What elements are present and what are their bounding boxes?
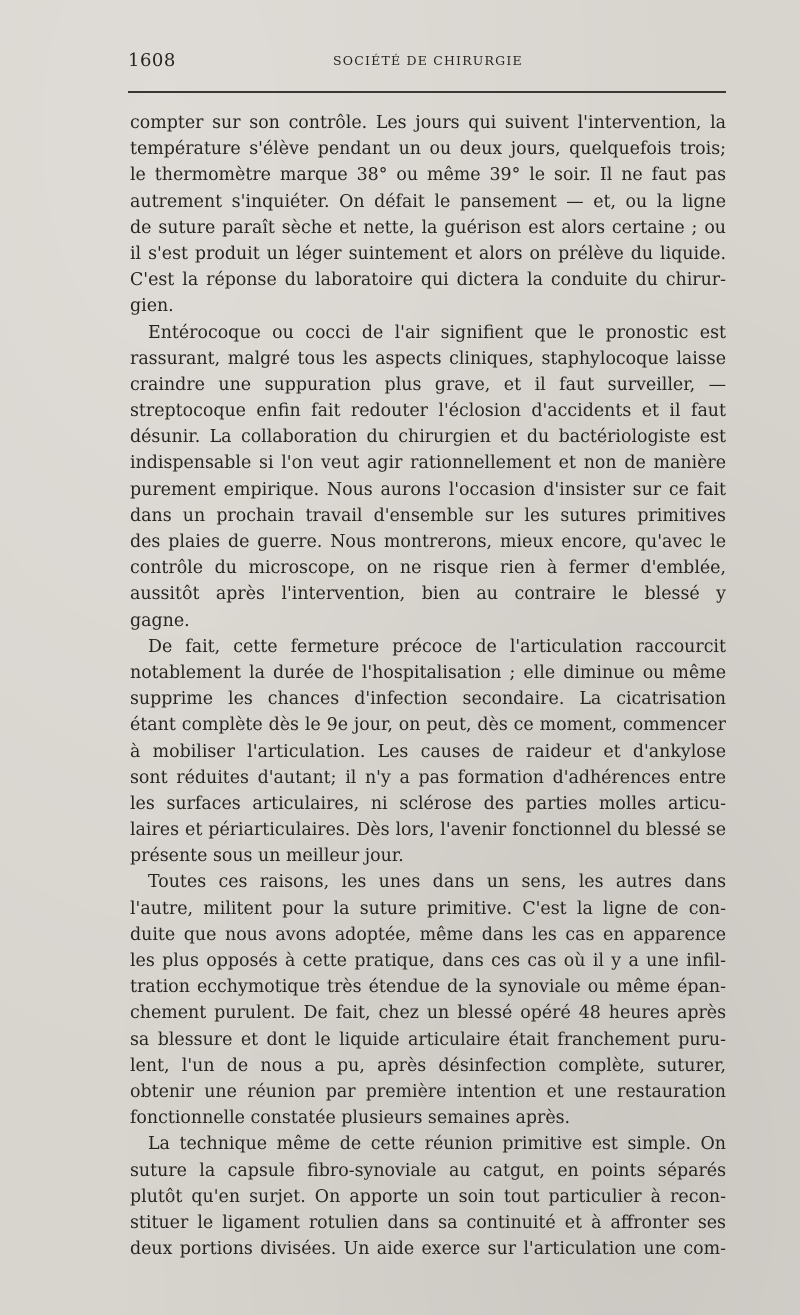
text-line: duite que nous avons adoptée, même dans les cas en apparence	[130, 924, 726, 945]
text-line: purement empirique. Nous aurons l'occasion d'insister sur ce fait	[130, 479, 726, 500]
text-line: C'est la réponse du laboratoire qui dictera la conduite du chirur-	[130, 270, 726, 291]
text-line: supprime les chances d'infection secondaire. La cicatrisation	[130, 689, 726, 710]
text-line: stituer le ligament rotulien dans sa continuité et à affronter ses	[130, 1212, 726, 1233]
page-header	[128, 50, 726, 74]
text-line: les plus opposés à cette pratique, dans ces cas où il y a une infil-	[130, 951, 726, 971]
header-rule	[128, 91, 726, 93]
text-line: présente sous un meilleur jour.	[130, 846, 404, 867]
text-line: streptocoque enfin fait redouter l'éclosion d'accidents et il faut	[130, 401, 726, 422]
text-line: lent, l'un de nous a pu, après désinfection complète, suturer,	[130, 1055, 726, 1076]
text-line: rassurant, malgré tous les aspects cliniques, staphylocoque laisse	[130, 348, 726, 369]
text-line: étant complète dès le 9e jour, on peut, dès ce moment, commencer	[130, 715, 726, 736]
text-line: il s'est produit un léger suintement et alors on prélève du liquide.	[130, 243, 726, 264]
body-text	[130, 110, 726, 1262]
text-line: contrôle du microscope, on ne risque rien à fermer d'emblée,	[130, 558, 726, 579]
text-line: deux portions divisées. Un aide exerce sur l'articulation une com-	[130, 1239, 726, 1260]
text-line: dans un prochain travail d'ensemble sur les sutures primitives	[130, 505, 726, 526]
paragraph-first-line: De fait, cette fermeture précoce de l'articulation raccourcit	[148, 636, 726, 657]
text-line: le thermomètre marque 38° ou même 39° le soir. Il ne faut pas	[130, 165, 726, 186]
text-line: température s'élève pendant un ou deux jours, quelquefois trois;	[130, 139, 726, 160]
text-line: aussitôt après l'intervention, bien au contraire le blessé y	[130, 584, 726, 605]
text-line: désunir. La collaboration du chirurgien et du bactériologiste est	[130, 427, 726, 448]
text-line: les surfaces articulaires, ni sclérose des parties molles articu-	[130, 793, 726, 814]
text-line: gien.	[130, 296, 174, 317]
paragraph-first-line: Toutes ces raisons, les unes dans un sens, les autres dans	[148, 872, 726, 893]
paragraph-first-line: Entérocoque ou cocci de l'air signifient que le pronostic est	[148, 322, 726, 343]
paragraph-first-line: La technique même de cette réunion primitive est simple. On	[148, 1134, 726, 1155]
text-line: fonctionnelle constatée plusieurs semaines après.	[130, 1108, 571, 1129]
running-head: SOCIÉTÉ DE CHIRURGIE	[333, 53, 523, 68]
text-line: plutôt qu'en surjet. On apporte un soin tout particulier à recon-	[130, 1186, 726, 1207]
text-line: de suture paraît sèche et nette, la guérison est alors certaine ; ou	[130, 217, 726, 238]
text-line: gagne.	[130, 610, 190, 631]
text-line: obtenir une réunion par première intention et une restauration	[130, 1081, 726, 1102]
page-number: 1608	[128, 50, 176, 71]
text-line: compter sur son contrôle. Les jours qui suivent l'intervention, la	[130, 113, 726, 133]
text-line: chement purulent. De fait, chez un blessé opéré 48 heures après	[130, 1003, 726, 1024]
text-line: craindre une suppuration plus grave, et il faut surveiller, —	[130, 374, 726, 395]
text-line: à mobiliser l'articulation. Les causes de raideur et d'ankylose	[130, 741, 726, 762]
text-line: l'autre, militent pour la suture primitive. C'est la ligne de con-	[130, 898, 726, 919]
text-line: indispensable si l'on veut agir rationnellement et non de manière	[130, 453, 726, 474]
text-line: des plaies de guerre. Nous montrerons, mieux encore, qu'avec le	[130, 532, 726, 552]
text-line: laires et périarticulaires. Dès lors, l'avenir fonctionnel du blessé se	[130, 820, 726, 841]
text-line: suture la capsule fibro-synoviale au catgut, en points séparés	[130, 1160, 726, 1181]
text-line: notablement la durée de l'hospitalisation ; elle diminue ou même	[130, 662, 726, 683]
text-line: sa blessure et dont le liquide articulaire était franchement puru-	[130, 1029, 726, 1050]
text-line: sont réduites d'autant; il n'y a pas formation d'adhérences entre	[130, 767, 726, 788]
text-line: tration ecchymotique très étendue de la synoviale ou même épan-	[130, 977, 726, 998]
text-line: autrement s'inquiéter. On défait le pansement — et, ou la ligne	[130, 191, 726, 212]
